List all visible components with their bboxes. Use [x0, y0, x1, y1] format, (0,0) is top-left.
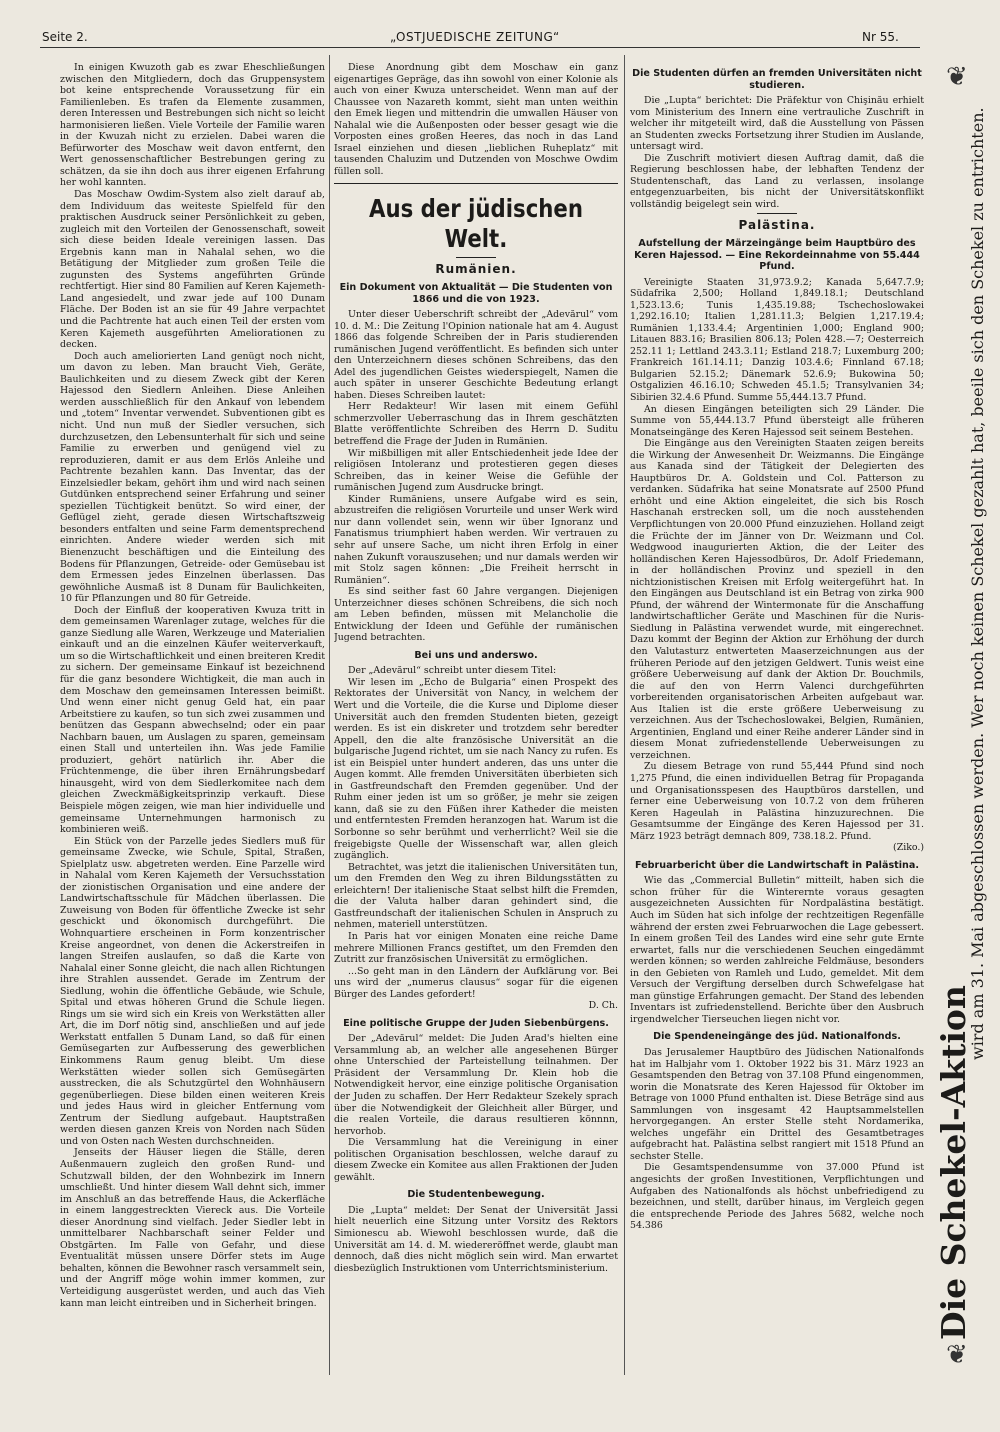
paragraph: Die Gesamtspendensumme von 37.000 Pfund ist angesichts der großen Investitionen, Verpflichtungen und Aufgaben des Nationalfonds als höchst unbefriedigend zu bezeichnen, und stellt, darüber hinaus, im Vergleich gegen die entsprechende Periode des Jahres 5682, welche noch 54.386	[630, 1162, 924, 1232]
divider	[334, 183, 618, 184]
paragraph: In Paris hat vor einigen Monaten eine reiche Dame mehrere Millionen Francs gestiftet, um den Fremden den Zutritt zur französischen Universität zu ermöglichen.	[334, 930, 618, 966]
paragraph: Unter dieser Ueberschrift schreibt der „Adevărul“ vom 10. d. M.: Die Zeitung l'Opinion nationale hat am 4. August 1866 das folgende Schreiben der in Paris studierenden rumänischen Jugend veröffentlicht. Es befinden sich unter den Unterzeichnern dieses schönen Schreibens, das den Adel des jugendlichen Geistes wiederspiegelt, Namen die auch später in unserer Geschichte Bedeutung erlangt haben. Dieses Schreiben lautet:	[334, 309, 618, 401]
column-1	[60, 62, 325, 1382]
country-heading: Rumänien.	[435, 262, 517, 277]
issue-number: Nr 55.	[862, 30, 899, 44]
paragraph: An diesen Eingängen beteiligten sich 29 Länder. Die Summe von 55,444.13.7 Pfund übersteigt alle früheren Monatseingänge des Keren Hajessod seit seinem Bestehen.	[630, 403, 924, 438]
paragraph: Doch auch ameliorierten Land genügt noch nicht, um davon zu leben. Man braucht Vieh, Geräte, Baulichkeiten und zu diesem Zweck gibt der Keren Hajessod den Siedlern Anleihen. Diese Anleihen werden ausschließlich für den Ankauf von lebendem und „totem“ Inventar verwendet. Subventionen gibt es nicht. Und nun muß der Siedler versuchen, sich durchzusetzen, den Lebensunterhalt für sich und seine Familie zu erwerben und genügend viel zu reproduzieren, damit er aus dem Erlös Anleihe und Pachtrente bezahlen kann. Das Inventar, das der Einzelsiedler bekam, gehört ihm und wird nach seinen Gutdünken entsprechend seiner Erfahrung und seiner speziellen Tüchtigkeit benützt. So wird einer, der Geflügel zieht, gerade diesen Wirtschaftszweig besonders entfalten und seine Farm dementsprechend einrichten. Andere wieder werden sich mit Bienenzucht beschäftigen und die Einteilung des Bodens für Pflanzungen, Getreide- oder Gemüsebau ist dem Ermessen jedes Einzelnen überlassen. Das gewöhnliche Ausmaß ist 8 Dunam für Baulichkeiten, 10 für Pflanzungen und 80 für Getreide.	[60, 350, 325, 605]
paragraph: Der „Adevărul“ meldet: Die Juden Arad's hielten eine Versammlung ab, an welcher alle angesehenen Bürger ohne Unterschied der Parteistellung teilnahmen. Der Präsident der Versammlung Dr. Klein hob die Notwendigkeit hervor, eine einzige politische Organisation der Juden zu schaffen. Der Herr Redakteur Szekely sprach über die Notwendigkeit der Gleichheit aller Bürger, und die realen Vorteile, die daraus resultieren könnnn, hervorhob.	[334, 1033, 618, 1137]
article-title: Aufstellung der Märzeingänge beim Hauptbüro des Keren Hajessod. — Eine Rekordeinnahme von 55.444 Pfund.	[634, 238, 920, 273]
article-title: Ein Dokument von Aktualität — Die Studenten von 1866 und die von 1923.	[339, 282, 613, 305]
paragraph: Die Zuschrift motiviert diesen Auftrag damit, daß die Regierung beschlossen habe, der lebhaften Tendenz der Studentenschaft, das Land zu verlassen, insolange entgegenzuarbeiten, bis nicht der Universitätskonflikt vollständig beigelegt sein wird.	[630, 152, 924, 210]
sidebar-text: wird am 31. Mai abgeschlossen werden. Wer noch keinen Schekel gezahlt hat, beeile sich den Schekel zu entrichten.	[968, 107, 987, 1060]
paragraph: Die Eingänge aus den Vereinigten Staaten zeigen bereits die Wirkung der Anwesenheit Dr. Weizmanns. Die Eingänge aus Kanada sind der Tätigkeit der Delegierten des Hauptbüros Dr. A. Goldstein und Col. Patterson zu verdanken. Südafrika hat seine Monatsrate auf 2500 Pfund erhöht und eine Aktion eingeleitet, die sich bis Rosch Haschanah erstrecken soll, um die noch ausstehenden Verpflichtungen von 20.000 Pfund einzuziehen. Holland zeigt die Früchte der im Jänner von Dr. Weizmann und Col. Wedgwood inaugurierten Aktion, die der Leiter des holländischen Keren Hajessodbüros, Dr. Adolf Friedemann, in der holländischen Provinz und speziell in den nichtzionistischen Kreisen mit Erfolg weitergeführt hat. In den Eingängen aus Deutschland ist ein Betrag von zirka 900 Pfund, der während der Wintermonate für die Anschaffung landwirtschaftlicher Geräte und Maschinen für die Nuris-Siedlung in Palästina verwendet wurde, mit eingerechnet. Dazu kommt der Beginn der Aktion zur Erhöhung der durch den Valutasturz entwerteten Maaserzeichnungen aus der früheren Periode auf den jetzigen Geldwert. Tunis weist eine größere Ueberweisung auf dank der Aktion Dr. Bouchmils, die auf den von Herrn Valenci durchgeführten vorbereitenden organisatorischen Arbeiten aufgebaut war. Aus Italien ist die erste größere Ueberweisung zu verzeichnen. Aus der Tschechoslowakei, Belgien, Rumänien, Argentinien, England und einer Reihe anderer Länder sind in diesem Monat zufriedenstellende Ueberweisungen zu verzeichnen.	[630, 438, 924, 761]
column-divider	[329, 55, 330, 1375]
paragraph: ...So geht man in den Ländern der Aufklärung vor. Bei uns wird der „numerus clausus“ sogar für die eigenen Bürger des Landes gefordert!	[334, 965, 618, 1000]
paragraph: Die Versammlung hat die Vereinigung in einer politischen Organisation beschlossen, welche darauf zu diesem Zwecke ein Komitee aus allen Fraktionen der Juden gewählt.	[334, 1137, 618, 1183]
newspaper-title: „OSTJUEDISCHE ZEITUNG“	[390, 30, 560, 44]
paragraph: Wir lesen im „Echo de Bulgaria“ einen Prospekt des Rektorates der Universität von Nancy, in welchem der Wert und die Vorteile, die die Kurse und Diplome dieser Universität auch den fremden Studenten bieten, gezeigt werden. Es ist ein diskreter und trotzdem sehr beredter Appell, den die alte französische Universität an die bulgarische Jugend richtet, um sie nach Nancy zu rufen. Es ist ein Beispiel unter hundert anderen, das uns unter die Augen kommt. Alle fremden Universitäten überbieten sich in Gastfreundschaft den Fremden gegenüber. Und der Ruhm einer jeden ist um so größer, je mehr sie zeigen kann, daß sie zu den Füßen ihrer Katheder die meisten und entferntesten Fremden heranzogen hat. Warum ist die Sorbonne so sehr berühmt und verherrlicht? Weil sie die freigebigste Quelle der Wissenschaft war, allen gleich zugänglich.	[334, 676, 618, 862]
ornament-icon: ❦	[946, 62, 968, 92]
divider	[456, 257, 496, 258]
article-title: Die Spendeneingänge des jüd. Nationalfonds.	[653, 1031, 901, 1043]
paragraph: Vereinigte Staaten 31,973.9.2; Kanada 5,647.7.9; Südafrika 2,500; Holland 1,849.18.1; Deutschland 1,523.13.6; Tunis 1,435.19.88; Tschechoslowakei 1,292.16.10; Italien 1,281.11.3; Belgien 1,217.19.4; Rumänien 1,133.4.4; Argentinien 1,000; England 900; Litauen 883.16; Brasilien 806.13; Polen 428.—7; Oesterreich 252.11 1; Lettland 243.3.11; Estland 218.7; Luxemburg 200; Frankreich 161.14.11; Danzig 103.4.6; Finnland 67.18; Bulgarien 52.15.2; Dänemark 52.6.9; Bukowina 50; Ostgalizien 46.16.10; Schweden 45.1.5; Transylvanien 34; Sibirien 32.4.6 Pfund. Summe 55,444.13.7 Pfund.	[630, 276, 924, 403]
paragraph: Der „Adevărul“ schreibt unter diesem Titel:	[348, 665, 557, 677]
sidebar-title: Die Schekel-Aktion	[934, 985, 973, 1340]
signature: (Ziko.)	[893, 842, 924, 854]
paragraph: Betrachtet, was jetzt die italienischen Universitäten tun, um den Fremden den Weg zu ihren Bildungsstätten zu erleichtern! Der italienische Staat selbst hilft die Fremden, die der Valuta halber daran gehindert sind, die Gastfreundschaft der italienischen Schulen in Anspruch zu nehmen, materiell unterstützen.	[334, 861, 618, 931]
column-divider	[624, 55, 625, 1375]
header-rule	[40, 47, 920, 48]
schekel-sidebar	[928, 60, 998, 1380]
column-2	[334, 62, 618, 1382]
paragraph: Jenseits der Häuser liegen die Ställe, deren Außenmauern zugleich den großen Rund- und Schutzwall bilden, der den Wohnbezirk im Innern umschließt. Und hinter diesem Wall dehnt sich, immer im Anschluß an das betreffende Haus, die Ackerfläche in einem langgestreckten Viereck aus. Die Vorteile dieser Anordnung sind vielfach. Jeder Siedler lebt in unmittelbarer Nachbarschaft seiner Felder und Obstgärten. Im Falle von Gefahr, und diese Eventualität müssen unsere Dörfer stets im Auge behalten, können die Bewohner rasch versammelt sein, und der Angriff möge wohin immer kommen, zur Verteidigung ausgerüstet werden, und auch das Vieh kann man leicht eintreiben und in Sicherheit bringen.	[60, 1147, 325, 1309]
article-title: Die Studenten dürfen an fremden Universitäten nicht studieren.	[632, 68, 922, 91]
article-title: Februarbericht über die Landwirtschaft in Palästina.	[635, 859, 919, 871]
paragraph: Das Moschaw Owdim-System also zielt darauf ab, dem Individuum das weiteste Spielfeld für den praktischen Ausdruck seiner Persönlichkeit zu geben, zugleich mit den Vorteilen der Genossenschaft, soweit sich diese beiden Ideale vereinigen lassen. Das Ergebnis kann man in Nahalal sehen, wo die Betätigung der Mitglieder zum großen Teile die zugunsten des Systems angeführten Gründe rechtfertigt. Hier sind 80 Familien auf Keren Kajemeth-Land angesiedelt, und zwar jede auf 100 Dunam Fläche. Der Boden ist an sie für 49 Jahre verpachtet und die Pachtrente hat auch einen Teil der ersten vom Keren Kajemeth ausgeführten Ameliorationen zu decken.	[60, 189, 325, 351]
country-heading: Palästina.	[738, 218, 816, 233]
paragraph: Herr Redakteur! Wir lasen mit einem Gefühl schmerzvoller Ueberraschung das in Ihrem geschätzten Blatte veröffentlichte Schreiben des Herrn D. Suditu betreffend die Frage der Juden in Rumänien.	[334, 401, 618, 448]
paragraph: Wir mißbilligen mit aller Entschiedenheit jede Idee der religiösen Intoleranz und protestieren gegen dieses Schreiben, das in keiner Weise die Gefühle der rumänischen Jugend zum Ausdrucke bringt.	[334, 447, 618, 494]
paragraph: Doch der Einfluß der kooperativen Kwuza tritt in dem gemeinsamen Warenlager zutage, welches für die ganze Siedlung alle Waren, Werkzeuge und Materialien einkauft und an die einzelnen Käufer weiterverkauft, um so die Wirtschaftlichkeit und einen breiteren Kredit zu sichern. Der gemeinsame Einkauf ist bezeichnend für die ganz besondere Wichtigkeit, die man auch in dem Moschaw den gemeinsamen Interessen beimißt. Und wenn einer nicht genug Geld hat, ein paar Arbeitstiere zu kaufen, so tun sich zwei zusammen und benützen das Gespann abwechselnd; oder ein paar Nachbarn bauen, um Auslagen zu sparen, gemeinsam einen Stall und unterteilen ihn. Was jede Familie produziert, gehört natürlich ihr. Aber die Früchtenmenge, die über ihren Ernährungsbedarf hinausgeht, wird von dem Siedlerkomitee nach dem gleichen Zweckmäßigkeitsprinzip verkauft. Diese Beispiele mögen zeigen, wie man hier individuelle und gemeinsame Unternehmungen harmonisch zu kombinieren weiß.	[60, 604, 325, 836]
paragraph: In einigen Kwuzoth gab es zwar Eheschließungen zwischen den Mitgliedern, doch das Gruppensystem bot keine entsprechende Voraussetzung für ein Familienleben. Es trafen da Elemente zusammen, deren Interessen und Bestrebungen sich nicht so leicht harmonisieren ließen. Viele Vorteile der Familie waren in der Kwuzah nicht zu erzielen. Dabei waren die Befürworter des Moschaw weit davon entfernt, den Wert genossenschaftlicher Bestrebungen gering zu schätzen, da sie ihn doch aus ihrer eigenen Erfahrung her wohl kannten.	[60, 62, 325, 189]
paragraph: Diese Anordnung gibt dem Moschaw ein ganz eigenartiges Gepräge, das ihn sowohl von einer Kolonie als auch von einer Kwuza unterscheidet. Wenn man auf der Chaussee von Nazareth kommt, sieht man unten weithin den Emek liegen und mittendrin die umwallen Häuser von Nahalal wie die Außenposten oder besser gesagt wie die Vorposten eines großen Heeres, das noch in das Land Israel einziehen und diesen „lieblichen Ruheplatz“ mit tausenden Chaluzim und Dutzenden von Moschwe Owdim füllen soll.	[334, 62, 618, 177]
paragraph: Die „Lupta“ meldet: Der Senat der Universität Jassi hielt neuerlich eine Sitzung unter Vorsitz des Rektors Simionescu ab. Wiewohl beschlossen wurde, daß die Universität am 14. d. M. wiedereröffnet werde, glaubt man dennoch, daß dies nicht möglich sein wird. Man erwartet diesbezüglich Instruktionen vom Unterrichtsministerium.	[334, 1204, 618, 1274]
paragraph: Wie das „Commercial Bulletin“ mitteilt, haben sich die schon früher für die Winterernte voraus gesagten ausgezeichneten Aussichten für Nordpalästina bestätigt. Auch im Süden hat sich infolge der rechtzeitigen Regenfälle während der ersten zwei Februarwochen die Lage gebessert. In einem großen Teil des Landes wird eine sehr gute Ernte erwartet, falls nur die verschiedenen Seuchen eingedämmt werden können; so werden zahlreiche Feldmäuse, besonders in den Gebieten von Ramleh und Ludo, gemeldet. Mit dem Versuch der Vergiftung derselben durch Schwefelgase hat man günstige Erfahrungen gemacht. Der Stand des lebenden Inventars ist zufriedenstellend. Berichte über den Ausbruch irgendwelcher Tierseuchen liegen nicht vor.	[630, 875, 924, 1025]
paragraph: Die „Lupta“ berichtet: Die Präfektur von Chişinău erhielt vom Ministerium des Innern eine vertrauliche Zuschrift in welcher ihr mitgeteilt wird, daß die Ausstellung von Pässen an Studenten zwecks Fortsetzung ihrer Studien im Auslande, untersagt wird.	[630, 95, 924, 153]
paragraph: Kinder Rumäniens, unsere Aufgabe wird es sein, abzustreifen die religiösen Vorurteile und unser Werk wird nur dann vollendet sein, wenn wir über Ignoranz und Fanatismus triumphiert haben werden. Wir vertrauen zu sehr auf unsere Sache, um nicht ihren Erfolg in einer nahen Zukunft vorauszusehen; und nur damals werden wir mit Stolz sagen können: „Die Freiheit herrscht in Rumänien“.	[334, 493, 618, 586]
page-number: Seite 2.	[42, 30, 88, 44]
section-heading: Aus der jüdischen Welt.	[369, 194, 583, 254]
article-title: Eine politische Gruppe der Juden Siebenbürgens.	[343, 1017, 609, 1029]
column-3	[630, 62, 924, 1382]
signature: D. Ch.	[588, 1000, 618, 1012]
article-title: Die Studentenbewegung.	[407, 1189, 545, 1201]
divider	[757, 213, 797, 214]
article-title: Bei uns und anderswo.	[414, 649, 538, 661]
ornament-icon: ❦	[946, 1340, 968, 1370]
paragraph: Das Jerusalemer Hauptbüro des Jüdischen Nationalfonds hat im Halbjahr vom 1. Oktober 1922 bis 31. März 1923 an Gesamtspenden den Betrag von 37.108 Pfund eingenommen, worin die Monatsrate des Keren Hajessod für Oktober im Betrage von 1000 Pfund enthalten ist. Diese Beträge sind aus Sammlungen von insgesamt 42 Hauptsammelstellen hervorgegangen. An erster Stelle steht Nordamerika, welches ungefähr ein Drittel des Gesamtbetrages aufgebracht hat. Palästina selbst rangiert mit 1518 Pfund an sechster Stelle.	[630, 1046, 924, 1162]
paragraph: Ein Stück von der Parzelle jedes Siedlers muß für gemeinsame Zwecke, wie Schule, Spital, Straßen, Spielplatz usw. abgetreten werden. Eine Parzelle wird in Nahalal vom Keren Kajemeth der Versuchsstation der zionistischen Organisation und eine andere der Landwirtschaftsschule für Mädchen überlassen. Die Zuweisung von Boden für öffentliche Zwecke ist sehr geschickt und ökonomisch durchgeführt. Die Wohnquartiere erscheinen in Form konzentrischer Kreise angeordnet, von denen die Ackerstreifen in langen Streifen auslaufen, so daß die Karte von Nahalal einer Sonne gleicht, die nach allen Richtungen ihre Strahlen aussendet. Gerade im Zentrum der Siedlung, wohin die öffentliche Gebäude, wie Schule, Spital und etwas höheren Grund die Schule liegen. Rings um sie wird sich ein Kreis von Werkstätten aller Art, die im Dorf nötig sind, anschließen und auf jede Werkstatt entfallen 5 Dunam Land, so daß für einen Gemüsegarten zur Aufbesserung des gewerblichen Einkommens Raum genug bleibt. Um diese Werkstätten wieder sollen sich Gemüsegärten ausstrecken, die als Schutzgürtel den Wohnhäusern gegenüberliegen. Diese bilden einen weiteren Kreis und jedes Haus wird in gleicher Entfernung vom Zentrum der Siedlung aufgebaut. Hauptstraßen werden diesen ganzen Kreis von Norden nach Süden und von Osten nach Westen durchschneiden.	[60, 835, 325, 1147]
paragraph: Zu diesem Betrage von rund 55,444 Pfund sind noch 1,275 Pfund, die einen individuellen Betrag für Propaganda und Organisationsspesen des Hauptbüros darstellen, und ferner eine Ueberweisung von 10.7.2 von dem früheren Keren Hageulah in Palästina hinzuzurechnen. Die Gesamtsumme der Eingänge des Keren Hajessod per 31. März 1923 beträgt demnach 809, 738.18.2. Pfund.	[630, 761, 924, 842]
paragraph: Es sind seither fast 60 Jahre vergangen. Diejenigen Unterzeichner dieses schönen Schreibens, die sich noch am Leben befinden, müssen mit Melancholie die Entwicklung der Ideen und Gefühle der rumänischen Jugend betrachten.	[334, 586, 618, 644]
